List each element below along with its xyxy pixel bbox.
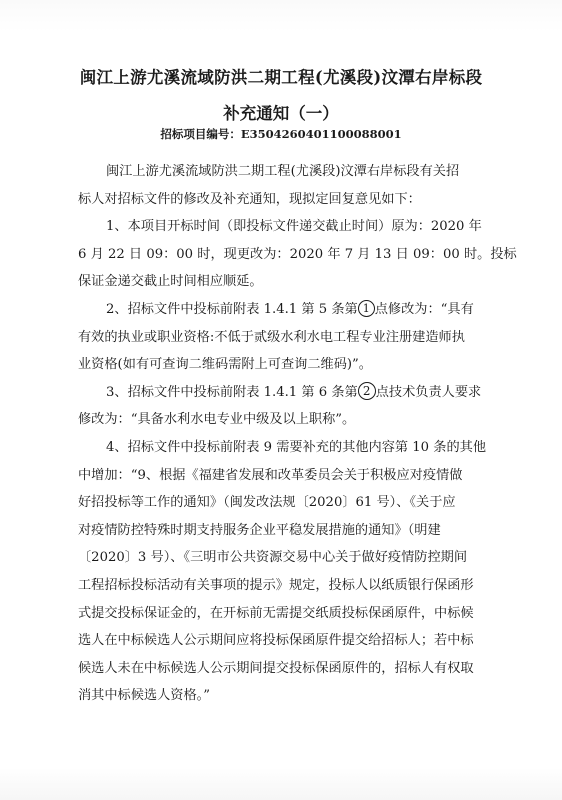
text-segment: 点技术负责人要求 xyxy=(375,384,482,400)
item1-paragraph xyxy=(78,213,517,296)
doc-title-line2: 补充通知（一） xyxy=(223,104,339,123)
text-line: 好招投标等工作的通知》（闽发改法规〔2020〕61 号）、《关于应 xyxy=(78,495,456,511)
text-line: 工程招标投标活动有关事项的提示》规定，投标人以纸质银行保函形 xyxy=(78,577,474,593)
text-line xyxy=(78,379,490,407)
doc-title-line1: 闽江上游尤溪流域防洪二期工程(尤溪段)汶潭右岸标段 xyxy=(79,68,483,87)
text-segment: 2、招标文件中投标前附表 1.4.1 第 5 条第 xyxy=(106,301,358,317)
text-line: 保证金递交截止时间相应顺延。 xyxy=(78,274,263,290)
item2-paragraph xyxy=(78,296,490,379)
text-line: 中增加：“9、根据《福建省发展和改革委员会关于积极应对疫情做 xyxy=(78,467,463,483)
text-line: 有效的执业或职业资格:不低于贰级水利水电工程专业注册建造师执 xyxy=(78,329,465,345)
project-number: 招标项目编号：E3504260401100088001 xyxy=(160,127,402,141)
notice-body xyxy=(78,158,517,710)
text-line: 闽江上游尤溪流域防洪二期工程(尤溪段)汶潭右岸标段有关招 xyxy=(106,164,460,179)
text-line: 业资格(如有可查询二维码需附上可查询二维码)”。 xyxy=(78,357,372,373)
circled-number: 2 xyxy=(358,382,376,400)
text-line: 〔2020〕3 号）、《三明市公共资源交易中心关于做好疫情防控期间 xyxy=(78,550,468,566)
text-line: 式提交投标保证金的，在开标前无需提交纸质投标保函原件，中标候 xyxy=(78,605,474,621)
text-line xyxy=(78,296,490,324)
text-line: 6 月 22 日 09：00 时，现更改为：2020 年 7 月 13 日 09：00 时。投标 xyxy=(78,246,517,262)
text-line: 1、本项目开标时间（即投标文件递交截止时间）原为：2020 年 xyxy=(106,219,482,235)
text-line: 4、招标文件中投标前附表 9 需要补充的其他内容第 10 条的其他 xyxy=(106,439,487,455)
text-segment: 点修改为：“具有 xyxy=(374,301,474,317)
text-line: 标人对招标文件的修改及补充通知，现拟定回复意见如下： xyxy=(78,191,421,207)
intro-paragraph xyxy=(78,158,490,213)
text-segment: 3、招标文件中投标前附表 1.4.1 第 6 条第 xyxy=(106,384,358,400)
text-line: 选人在中标候选人公示期间应将投标保函原件提交给招标人；若中标 xyxy=(78,633,474,649)
circled-number: 1 xyxy=(358,300,375,317)
text-line: 消其中标候选人资格。” xyxy=(78,688,211,704)
item4-paragraph xyxy=(78,434,490,710)
text-line: 对疫情防控特殊时期支持服务企业平稳发展措施的通知》（明建 xyxy=(78,522,441,538)
text-line: 修改为：“具备水利水电专业中级及以上职称”。 xyxy=(78,412,356,428)
item3-paragraph xyxy=(78,379,490,434)
text-line: 候选人未在中标候选人公示期间提交投标保函原件的，招标人有权取 xyxy=(78,660,474,676)
